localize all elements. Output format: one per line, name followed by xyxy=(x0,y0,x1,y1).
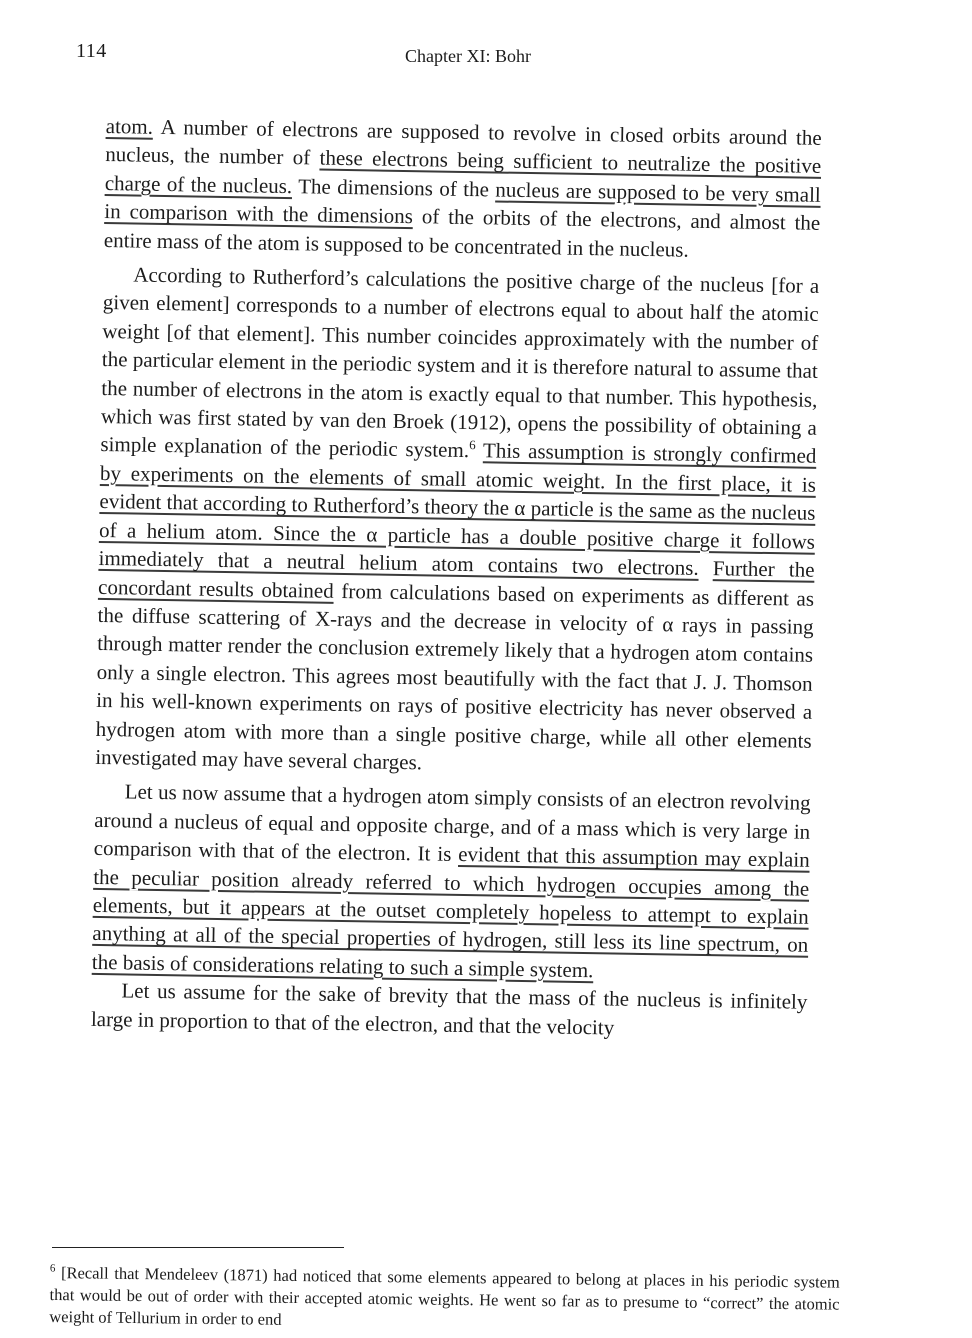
paragraph-text: A number of electrons are supposed to revolve in closed orbits around the nucleus, the number of xyxy=(105,114,822,170)
paragraph-text: Let us now assume that a hydrogen atom simply consists of an electron revolving around a nucleus of equal and opposite charge, and of a mass which is very large in comparison with that of the electron. It is xyxy=(93,779,811,867)
underlined-text: evident that this assumption may explain the peculiar position already referred to which hydrogen occupies among the elements, but it appears at the outset completely hopeless to attempt to explain anything at all of the special properties of hydrogen, still less its line spectrum, on the basis of considerations relating to such a simple system. xyxy=(91,842,810,982)
footnote-text: [Recall that Mendeleev (1871) had noticed that some elements appeared to belong at places in his periodic system that would be out of order with their accepted atomic weights. He went so far xyxy=(49,1263,840,1311)
footnote-rule xyxy=(52,1247,344,1248)
footnote-text-cut: as to presume to “correct” the atomic weight of Tellurium in order to end xyxy=(49,1291,840,1329)
footnote xyxy=(49,1262,840,1338)
page-number: 114 xyxy=(76,40,107,62)
paragraph-text xyxy=(699,556,714,580)
underlined-text: atom. xyxy=(105,113,154,139)
underlined-text: This assumption is strongly confirmed by experiments on the elements of small atomic weight. In the first place, it is evident that according to Rutherford’s theory the α particle is the same as the nucleus of a helium atom. Since the α particle has a double positive charge it follows immediately that a neutral helium atom contains two electrons. xyxy=(98,438,817,580)
paragraph-text: from calculations based on experiments as different as the diffuse scattering of X-rays and the decrease in velocity of α rays in passing through matter render the conclusion extremely likely that a hydrogen atom contains only a single electron. This agrees most beautifully with the fact that J. J. Thomson in his well-known experiments on rays of positive electricity has never observed a hydrogen atom with more than a single positive charge, while all other elements investigated may have several charges. xyxy=(95,578,815,775)
underlined-text: these electrons being sufficient to neutralize the positive charge of the nucleus. xyxy=(104,145,822,198)
paragraph-3 xyxy=(92,777,811,988)
paragraph-text: The dimensions of the xyxy=(291,173,496,202)
footnote-reference[interactable]: 6 xyxy=(469,437,476,453)
running-head: Chapter XI: Bohr xyxy=(405,46,531,66)
body-text xyxy=(91,112,822,1045)
underlined-text: nucleus are supposed to be very small in comparison with the dimensions xyxy=(104,177,821,229)
paragraph-4: Let us assume for the sake of brevity that the mass of the nucleus is infinitely large in proportion to that of the electron, and that the velocity xyxy=(90,978,808,1040)
paragraph-1 xyxy=(104,112,822,266)
paragraph-text: of the orbits of the electrons, and almost the entire mass of the atom is supposed to be concentrated in the nucleus. xyxy=(103,204,821,262)
paragraph-text: According to Rutherford’s calculations the positive charge of the nucleus [for a given element] corresponds to a number of electrons equal to about half the atomic weight [of that element]. This number coincides approximately with the number of the particular element in the periodic system and it is therefore natural to assume that the number of electrons in the atom is exactly equal to that number. This hypothesis, which was first stated by van den Broek (1912), opens the possibility of obtaining a simple explanation of the periodic system. xyxy=(100,262,820,463)
footnote-marker: 6 xyxy=(49,1262,56,1275)
underlined-text: Further the concordant results obtained xyxy=(97,556,815,603)
paragraph-2 xyxy=(95,260,819,783)
